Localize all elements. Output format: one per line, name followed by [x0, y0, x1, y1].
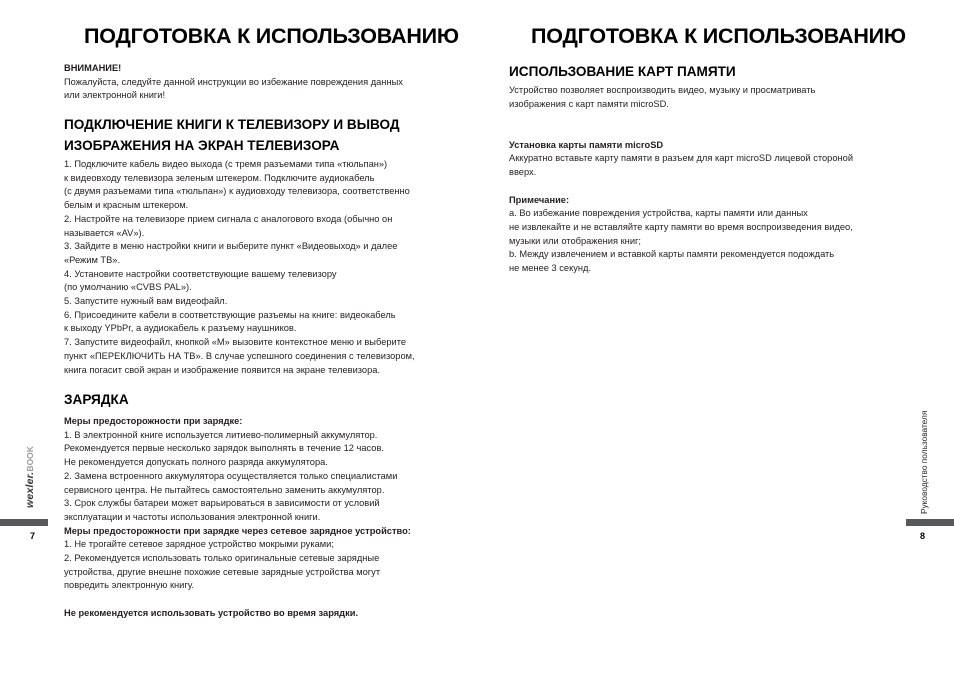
charging-line: сервисного центра. Не пытайтесь самостоятельно заменить аккумулятор.	[64, 484, 385, 495]
charging-line: 2. Замена встроенного аккумулятора осуществляется только специалистами	[64, 470, 398, 481]
note-label: Примечание:	[509, 194, 570, 205]
tv-line: 5. Запустите нужный вам видеофайл.	[64, 296, 228, 307]
left-page-title: ПОДГОТОВКА К ИСПОЛЬЗОВАНИЮ	[84, 24, 459, 48]
warning-block	[64, 62, 403, 103]
brand-logo	[24, 446, 36, 508]
tv-line: к видеовходу телевизора зеленым штекером. Подключите аудиокабель	[64, 172, 375, 183]
tv-line: 2. Настройте на телевизоре прием сигнала с аналогового входа (обычно он	[64, 213, 393, 224]
tv-line: называется «AV»).	[64, 227, 145, 238]
right-page-tab	[906, 519, 954, 526]
memory-cards-block	[509, 84, 853, 276]
tv-line: 1. Подключите кабель видео выхода (с тремя разъемами типа «тюльпан»)	[64, 159, 388, 169]
charging-heading: ЗАРЯДКА	[64, 392, 129, 407]
tv-line: к выходу YPbPr, а аудиокабель к разъему наушников.	[64, 323, 297, 334]
tv-line: книга погасит свой экран и изображение появится на экране телевизора.	[64, 364, 381, 375]
charging-line: 3. Срок службы батареи может варьироваться в зависимости от условий	[64, 498, 380, 509]
warning-label: ВНИМАНИЕ!	[64, 63, 122, 73]
brand-suffix: BOOK	[25, 446, 35, 472]
adapter-line: 2. Рекомендуется использовать только оригинальные сетевые зарядные	[64, 553, 380, 564]
tv-line: 3. Зайдите в меню настройки книги и выберите пункт «Видеовыход» и далее	[64, 241, 398, 252]
tv-instructions	[64, 158, 415, 377]
adapter-precautions-label: Меры предосторожности при зарядке через сетевое зарядное устройство:	[64, 525, 411, 536]
charging-precautions-label: Меры предосторожности при зарядке:	[64, 416, 243, 426]
note-line: музыки или отображения книг;	[509, 235, 641, 246]
note-line: a. Во избежание повреждения устройства, карты памяти или данных	[509, 208, 808, 219]
charging-final-note: Не рекомендуется использовать устройство во время зарядки.	[64, 607, 359, 618]
tv-line: 4. Установите настройки соответствующие вашему телевизору	[64, 268, 337, 279]
tv-section-heading	[64, 114, 400, 156]
tv-line: 6. Присоедините кабели в соответствующие разъемы на книге: видеокабель	[64, 309, 396, 320]
tv-line: 7. Запустите видеофайл, кнопкой «М» вызовите контекстное меню и выберите	[64, 337, 407, 348]
note-line: не менее 3 секунд.	[509, 263, 592, 274]
cards-intro-line: изображения с карт памяти microSD.	[509, 98, 669, 109]
install-label: Установка карты памяти microSD	[509, 139, 664, 150]
left-page-tab	[0, 519, 48, 526]
adapter-line: 1. Не трогайте сетевое зарядное устройство мокрыми руками;	[64, 539, 334, 550]
install-line: Аккуратно вставьте карту памяти в разъем для карт microSD лицевой стороной	[509, 153, 854, 164]
charging-line: Рекомендуется первые несколько зарядок выполнять в течение 12 часов.	[64, 443, 384, 454]
tv-heading-line: ПОДКЛЮЧЕНИЕ КНИГИ К ТЕЛЕВИЗОРУ И ВЫВОД	[64, 117, 400, 132]
charging-line: эксплуатации и частоты использования электронной книги.	[64, 511, 321, 522]
note-line: b. Между извлечением и вставкой карты памяти рекомендуется подождать	[509, 249, 835, 260]
right-page-number: 8	[920, 531, 926, 541]
tv-line: (с двумя разъемами типа «тюльпан») к аудиовходу телевизора, соответственно	[64, 186, 410, 197]
memory-cards-heading: ИСПОЛЬЗОВАНИЕ КАРТ ПАМЯТИ	[509, 64, 736, 79]
charging-line: Не рекомендуется допускать полного разряда аккумулятора.	[64, 457, 328, 468]
install-line: вверх.	[509, 167, 537, 178]
note-line: не извлекайте и не вставляйте карту памяти во время воспроизведения видео,	[509, 221, 853, 232]
left-page-number: 7	[30, 531, 36, 541]
brand-name: wexler.	[24, 471, 36, 508]
charging-block	[64, 415, 411, 621]
warning-line: или электронной книги!	[64, 90, 166, 101]
warning-line: Пожалуйста, следуйте данной инструкции во избежание повреждения данных	[64, 76, 403, 87]
tv-line: (по умолчанию «CVBS PAL»).	[64, 282, 192, 293]
adapter-line: повредить электронную книгу.	[64, 580, 195, 591]
tv-line: «Режим ТВ».	[64, 254, 121, 265]
adapter-line: устройства, другие внешне похожие сетевые зарядные устройства могут	[64, 566, 381, 577]
tv-heading-line: ИЗОБРАЖЕНИЯ НА ЭКРАН ТЕЛЕВИЗОРА	[64, 138, 340, 153]
tv-line: белым и красным штекером.	[64, 200, 189, 211]
guide-side-label: Руководство пользователя	[919, 410, 929, 514]
tv-line: пункт «ПЕРЕКЛЮЧИТЬ НА ТВ». В случае успешного соединения с телевизором,	[64, 350, 415, 361]
right-page-title: ПОДГОТОВКА К ИСПОЛЬЗОВАНИЮ	[531, 24, 906, 48]
charging-line: 1. В электронной книге используется литиево-полимерный аккумулятор.	[64, 429, 378, 440]
cards-intro-line: Устройство позволяет воспроизводить видео, музыку и просматривать	[509, 85, 816, 95]
